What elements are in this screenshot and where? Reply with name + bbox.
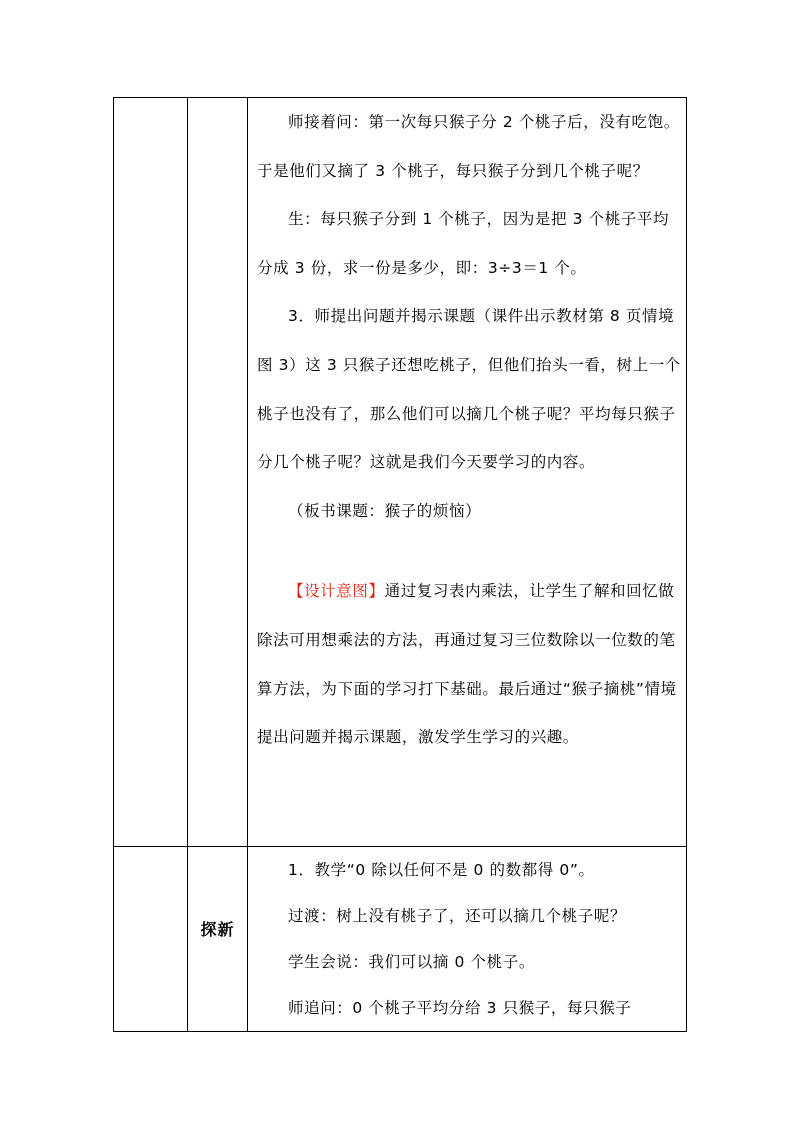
paragraph: 师追问：0 个桃子平均分给 3 只猴子，每只猴子	[288, 999, 632, 1017]
table-cell-empty	[114, 847, 188, 1032]
content-cell	[248, 98, 687, 847]
paragraph: 生：每只猴子分到 1 个桃子，因为是把 3 个桃子平均分成 3 份，求一份是多少，即：3÷3＝1 个。	[257, 210, 670, 277]
stage-cell	[188, 847, 248, 1032]
lesson-plan-table	[113, 97, 687, 1032]
stage-label	[188, 98, 247, 168]
table-row	[114, 847, 687, 1032]
design-intent-tag: 【设计意图】	[288, 582, 385, 601]
design-intent-text: 通过复习表内乘法，让学生了解和回忆做除法可用想乘法的方法，再通过复习三位数除以一位数的笔算方法，为下面的学习打下基础。最后通过“猴子摘桃”情境提出问题并揭示课题，激发学生学习的兴趣。	[257, 582, 677, 747]
stage-label: 探新	[200, 920, 235, 939]
content-cell	[248, 847, 687, 1032]
table-cell-empty	[114, 98, 188, 847]
paragraph: 学生会说：我们可以摘 0 个桃子。	[288, 953, 535, 971]
paragraph: 3．师提出问题并揭示课题（课件出示教材第 8 页情境图 3）这 3 只猴子还想吃桃子，但他们抬头一看，树上一个桃子也没有了，那么他们可以摘几个桃子呢？平均每只猴子分几个桃子呢？这就是我们今天要学习的内容。	[257, 307, 681, 472]
paragraph: （板书课题：猴子的烦恼）	[288, 501, 482, 520]
paragraph-spacer	[257, 535, 681, 567]
paragraph: 过渡：树上没有桃子了，还可以摘几个桃子呢？	[288, 907, 627, 925]
paragraph: 师接着问：第一次每只猴子分 2 个桃子后，没有吃饱。于是他们又摘了 3 个桃子，每只猴子分到几个桃子呢？	[257, 113, 680, 180]
stage-cell	[188, 98, 248, 847]
table-row	[114, 98, 687, 847]
paragraph: 1．教学“0 除以任何不是 0 的数都得 0”。	[288, 861, 595, 879]
design-intent-paragraph	[257, 567, 681, 761]
